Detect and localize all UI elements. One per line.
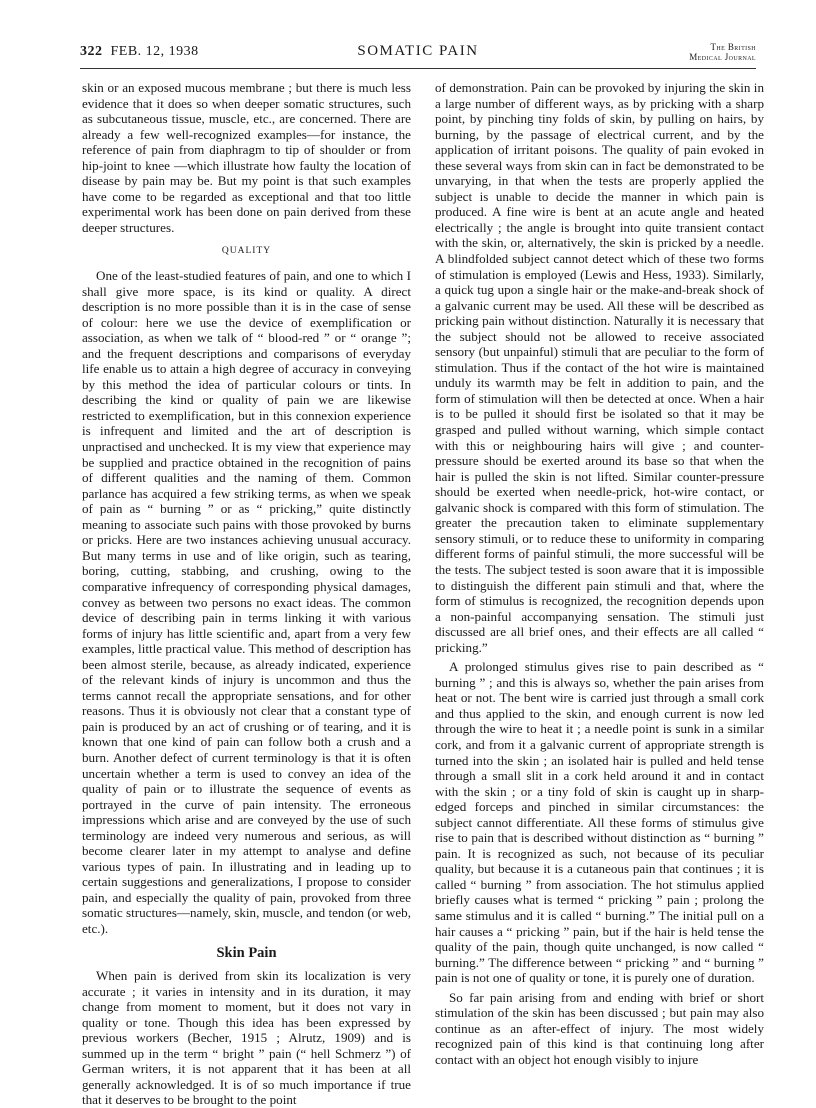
paragraph-demonstration: of demonstration. Pain can be provoked by injuring the skin in a large number of different ways, as by pricking with a sharp point, by pinching tiny folds of skin, by pulling on hairs, by burning, by the passage of electrical current, and by the application of irritant poisons. The quality of pain evoked in these several ways from skin can in fact be demonstrated to be unvarying, in that when the tests are properly applied the subject is unable to decide the manner in which pain is produced. A fine wire is bent at an acute angle and heated electrically ; the angle is brought into quite transient contact with the skin, or, alternatively, the skin is pricked by a needle. A blindfolded subject cannot detect which of these two forms of stimulation is employed (Lewis and Hess, 1933). Similarly, a quick tug upon a single hair or the make-and-break shock of a galvanic current may be used. All these will be described as pricking pain without distinction. Naturally it is necessary that the subject should not be allowed to receive associated sensory (but unpainful) stimuli that are peculiar to the form of stimulation. Thus if the contact of the hot wire is maintained unduly its warmth may be felt in addition to pain, and the form of stimulation will then be detected at once. When a hair is to be pulled it should first be isolated so that it may be grasped and pulled without warning, which simple contact with this or neighbouring hairs will give ; and counter-pressure should be exerted around its base so that when the hair is pulled the skin is not lifted. Similar counter-pressure should be exerted when needle-prick, hot-wire contact, or galvanic shock is compared with this form of stimulation. The greater the precaution taken to eliminate supplementary sensory stimuli, or to reduce these to uniformity in comparing different forms of painful stimuli, the more successful will be the tests. The subject tested is soon aware that it is impossible to distinguish the different pain stimuli and that, where the form of stimulus is recognized, the recognition depends upon a non-painful accompanying sensation. The stimuli just discussed are all brief ones, and their effects are all called “ pricking.” — [435, 80, 764, 655]
paragraph-after-effect: So far pain arising from and ending with brief or short stimulation of the skin has been discussed ; but pain may also continue as an after-effect of injury. The most widely recognized pain of this kind is that continuing long after contact with an object hot enough visibly to injure — [435, 989, 764, 1067]
journal-name-line1: The British — [710, 42, 756, 52]
journal-name-line2: Medical Journal — [689, 52, 756, 62]
paragraph-skin-pain: When pain is derived from skin its localization is very accurate ; it varies in intensity and in its duration, it may change from moment to moment, but it does not vary in quality or tone. Though this idea has been expressed by previous workers (Becher, 1915 ; Alrutz, 1909) and is summed up in the term “ bright ” pain (“ hell Schmerz ”) of German writers, it is not apparent that it has been at all generally acknowledged. It is of so much importance if true that it deserves to be brought to the point — [82, 968, 411, 1108]
issue-date: FEB. 12, 1938 — [110, 44, 199, 59]
paragraph-intro-continuation: skin or an exposed mucous membrane ; but there is much less evidence that it does so when deeper somatic structures, such as subcutaneous tissue, muscle, etc., are concerned. There are already a few well-recognized examples—for instance, the reference of pain from diaphragm to tip of shoulder or from hip-joint to knee —which illustrate how faulty the location of disease by pain may be. But my point is that such examples have come to be regarded as exceptional and that too little experimental work has been done on pain derived from these deeper structures. — [82, 80, 411, 235]
section-heading-skin-pain: Skin Pain — [216, 944, 277, 961]
paragraph-quality: One of the least-studied features of pain, and one to which I shall give more space, is its kind or quality. A direct description is no more possible than it is in the case of sense of colour: here we use the device of exemplification or association, as when we talk of “ blood-red ” or “ orange ”; and the frequent descriptions and comparisons of everyday life enable us to attain a high degree of accuracy in conveying by this method the idea of particular colours or tints. In describing the kind or quality of pain we are likewise restricted to exemplification, but in this connexion experience is infrequent and limited and the art of description is unpractised and unchecked. It is my view that experience may be supplied and practice obtained in the recognition of pains of different qualities and the naming of them. Common parlance has acquired a few striking terms, as when we speak of pain as “ burning ” or as “ pricking,” quite distinctly meaning to associate such pains with those provoked by burns or pricks. Here are two instances achieving unusual accuracy. But many terms in use and of like origin, such as tearing, boring, cutting, stabbing, and crushing, owing to the comparative infrequency of corresponding physical damages, convey as between two persons no exact ideas. The common device of describing pain in terms linking it with various forms of injury has little scientific and, apart from a very few examples, little practical value. This method of description has been almost sterile, because, as already indicated, experience of the relevant kinds of injury is uncommon and thus the terms cannot recall the appropriate sensations, and for other reasons. Thus it is obviously not clear that a constant type of pain is produced by an act of crushing or of tearing, and it is known that one kind of pain can follow both a crush and a burn. Another defect of current terminology is that it is often uncertain whether a term is used to convey an idea of the quality of pain or to illustrate the sequence of events as portrayed in the curve of pain intensity. The erroneous impressions which arise and are conveyed by the use of such terminology are indeed very numerous and serious, as will become clearer later in my attempt to analyse and define various types of pain. In illustrating and in leading up to certain suggestions and generalizations, I propose to consider pain, and especially the quality of pain, provoked from three somatic structures—namely, skin, muscle, and tendon (or web, etc.). — [82, 268, 411, 936]
page-number: 322 — [80, 44, 103, 59]
left-column — [82, 80, 411, 1108]
right-column — [435, 80, 764, 1067]
journal-name — [689, 42, 756, 62]
running-title: SOMATIC PAIN — [357, 43, 479, 59]
paragraph-prolonged-stimulus: A prolonged stimulus gives rise to pain described as “ burning ” ; and this is always so, whether the pain arises from heat or not. The bent wire is carried just through a small cork and thus applied to the skin, and enough current is now led through the wire to heat it ; a needle point is sunk in a similar cork, and from it a galvanic current of appropriate strength is turned into the skin ; an isolated hair is pulled and held tense through a small slit in a cork held around it and in contact with the skin ; or a tiny fold of skin is caught up in sharp-edged forceps and pinched in similar circumstances: the subject cannot differentiate. All these forms of stimulus give rise to pain that is described without distinction as “ burning ” pain. It is recognized as such, not because of its peculiar quality, but because it is a cutaneous pain that continues ; it is called “ burning ” from association. The hot stimulus applied briefly causes what is termed “ pricking ” pain ; prolong the same stimulus and it is called “ burning.” The initial pull on a hair causes a “ pricking ” pain, but if the hair is held tense the quality of the pain, though quite unchanged, is now called “ burning.” The difference between “ pricking ” and “ burning ” pain is not one of quality or tone, it is purely one of duration. — [435, 659, 764, 986]
section-heading-quality: QUALITY — [221, 246, 272, 257]
page-header — [80, 38, 756, 69]
